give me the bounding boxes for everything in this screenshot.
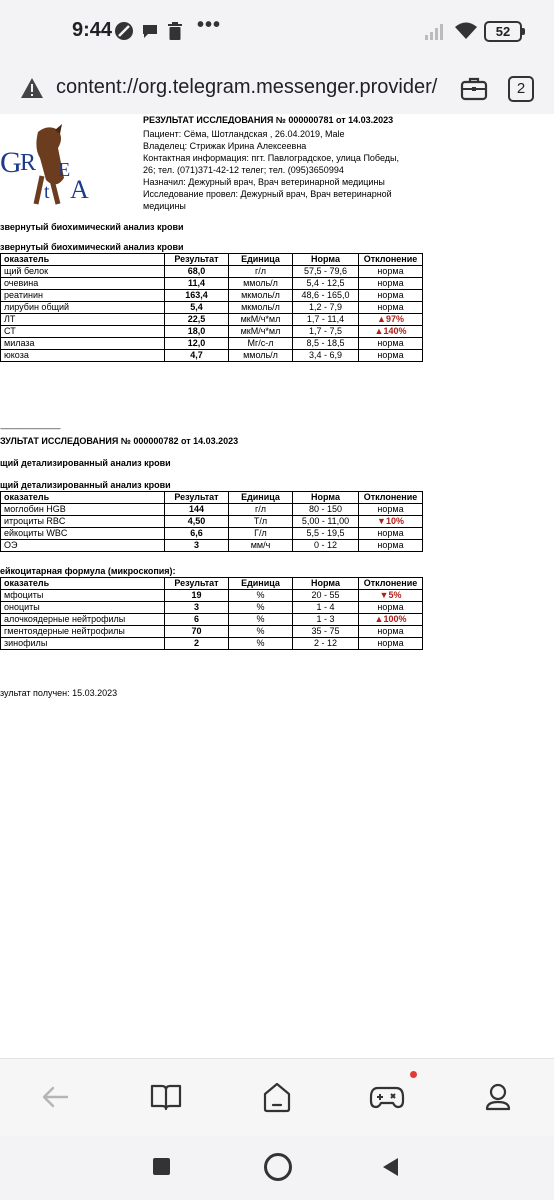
table-row: ейкоциты WBC 6,6 Г/л 5,5 - 19,5 норма xyxy=(1,528,423,540)
report2-title: ЗУЛЬТАТ ИССЛЕДОВАНИЯ № 000000782 от 14.03.2023 xyxy=(0,436,239,446)
table-row: лирубин общий 5,4 мкмоль/л 1,2 - 7,9 норма xyxy=(1,302,423,314)
deviation-flag: ▲100% xyxy=(359,614,423,626)
deviation-flag: ▼5% xyxy=(359,590,423,602)
status-bar xyxy=(0,0,554,64)
home-icon[interactable] xyxy=(257,1077,297,1117)
assigned-line: Назначил: Дежурный врач, Врач ветеринарной медицины xyxy=(143,177,385,187)
briefcase-icon[interactable] xyxy=(460,75,488,106)
separator-dashes: ------------------------------------ xyxy=(0,424,60,433)
svg-text:A: A xyxy=(70,175,89,204)
games-icon[interactable] xyxy=(367,1077,407,1117)
table-row: юкоза 4,7 ммоль/л 3,4 - 6,9 норма xyxy=(1,350,423,362)
table-row: алочкоядерные нейтрофилы 6 % 1 - 3 ▲100% xyxy=(1,614,423,626)
svg-text:t: t xyxy=(44,181,50,203)
col-unit: Единица xyxy=(229,578,293,590)
system-nav-bar xyxy=(0,1136,554,1200)
table-header-row xyxy=(1,254,423,266)
book-icon[interactable] xyxy=(146,1077,186,1117)
col-result: Результат xyxy=(165,578,229,590)
wifi-icon xyxy=(454,21,478,46)
col-deviation: Отклонение xyxy=(359,578,423,590)
table-row: итроциты RBC 4,50 Т/л 5,00 - 11,00 ▼10% xyxy=(1,516,423,528)
patient-line: Пациент: Сёма, Шотландская , 26.04.2019, Male xyxy=(143,129,345,139)
col-deviation: Отклонение xyxy=(359,492,423,504)
deviation-flag: ▲97% xyxy=(359,314,423,326)
table-row: щий белок 68,0 г/л 57,5 - 79,6 норма xyxy=(1,266,423,278)
no-disturb-icon xyxy=(114,21,134,46)
owner-line: Владелец: Стрижак Ирина Алексеевна xyxy=(143,141,307,151)
biochem-table xyxy=(0,253,423,362)
table-row: моглобин HGB 144 г/л 80 - 150 норма xyxy=(1,504,423,516)
table-header-row xyxy=(1,492,423,504)
table-row: СТ 18,0 мкМ/ч*мл 1,7 - 7,5 ▲140% xyxy=(1,326,423,338)
section-title-biochem: звернутый биохимический анализ крови xyxy=(0,222,184,232)
col-indicator: оказатель xyxy=(1,254,165,266)
section-title-cbc: щий детализированный анализ крови xyxy=(0,458,171,468)
report-title: РЕЗУЛЬТАТ ИССЛЕДОВАНИЯ № 000000781 от 14.03.2023 xyxy=(143,116,394,124)
result-received-date: зультат получен: 15.03.2023 xyxy=(0,688,118,698)
performed-line-2: медицины xyxy=(143,201,186,211)
col-deviation: Отклонение xyxy=(359,254,423,266)
table-row: ЛТ 22,5 мкМ/ч*мл 1,7 - 11,4 ▲97% xyxy=(1,314,423,326)
table-row: милаза 12,0 Мг/с-л 8,5 - 18,5 норма xyxy=(1,338,423,350)
col-norm: Норма xyxy=(293,578,359,590)
url-text[interactable]: content://org.telegram.messenger.provider/ xyxy=(56,76,438,98)
deviation-flag: ▲140% xyxy=(359,326,423,338)
notification-dot xyxy=(410,1071,417,1078)
svg-text:G: G xyxy=(0,146,22,179)
clock: 9:44 xyxy=(72,19,113,41)
chat-bubble-icon xyxy=(140,21,160,46)
signal-icon xyxy=(424,21,446,46)
table-row: реатинин 163,4 мкмоль/л 48,6 - 165,0 норма xyxy=(1,290,423,302)
table-row: мфоциты 19 % 20 - 55 ▼5% xyxy=(1,590,423,602)
leukoformula-table xyxy=(0,577,423,650)
back-arrow-icon[interactable] xyxy=(35,1077,75,1117)
table-header-row xyxy=(1,578,423,590)
table-title-biochem: звернутый биохимический анализ крови xyxy=(0,242,184,252)
svg-text:E: E xyxy=(58,159,71,181)
battery-icon: 52 xyxy=(484,21,522,42)
recents-icon[interactable] xyxy=(153,1158,170,1175)
col-norm: Норма xyxy=(293,254,359,266)
col-norm: Норма xyxy=(293,492,359,504)
table-title-leukoformula: ейкоцитарная формула (микроскопия): xyxy=(0,566,176,576)
tab-switcher-button[interactable]: 2 xyxy=(508,76,534,102)
warning-icon[interactable] xyxy=(20,77,44,104)
col-indicator: оказатель xyxy=(1,578,165,590)
table-title-cbc: щий детализированный анализ крови xyxy=(0,480,171,490)
browser-bottom-nav xyxy=(0,1058,554,1137)
address-bar[interactable] xyxy=(0,64,554,114)
table-row: зинофилы 2 % 2 - 12 норма xyxy=(1,638,423,650)
svg-text:R: R xyxy=(20,150,37,176)
table-row: оноциты 3 % 1 - 4 норма xyxy=(1,602,423,614)
more-dots-icon: ••• xyxy=(197,14,222,36)
table-row: ОЭ 3 мм/ч 0 - 12 норма xyxy=(1,540,423,552)
contact-line-2: 26; тел. (071)371-42-12 телег; тел. (095)3650994 xyxy=(143,165,344,175)
deviation-flag: ▼10% xyxy=(359,516,423,528)
clinic-logo xyxy=(0,118,100,218)
col-unit: Единица xyxy=(229,492,293,504)
cbc-table xyxy=(0,491,423,552)
document-view xyxy=(0,114,554,1058)
col-result: Результат xyxy=(165,492,229,504)
home-circle-icon[interactable] xyxy=(264,1153,292,1181)
table-row: гментоядерные нейтрофилы 70 % 35 - 75 норма xyxy=(1,626,423,638)
col-indicator: оказатель xyxy=(1,492,165,504)
col-unit: Единица xyxy=(229,254,293,266)
trash-icon xyxy=(166,21,184,46)
table-row: очевина 11,4 ммоль/л 5,4 - 12,5 норма xyxy=(1,278,423,290)
back-triangle-icon[interactable] xyxy=(380,1156,400,1183)
profile-icon[interactable] xyxy=(478,1077,518,1117)
performed-line: Исследование провел: Дежурный врач, Врач ветеринарной xyxy=(143,189,392,199)
col-result: Результат xyxy=(165,254,229,266)
contact-line: Контактная информация: пгт. Павлоградское, улица Победы, xyxy=(143,153,399,163)
